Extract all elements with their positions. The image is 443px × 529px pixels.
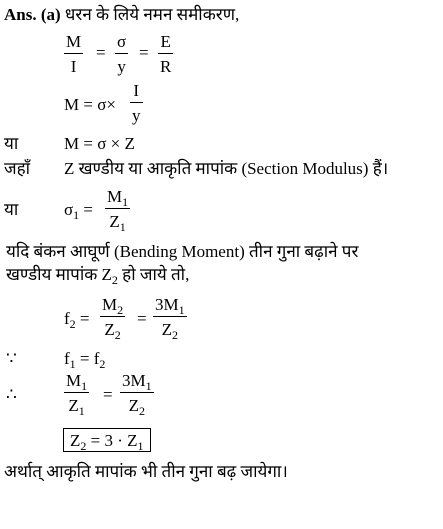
denominator-symbol: Z bbox=[161, 320, 172, 339]
denominator bbox=[107, 212, 127, 234]
conclusion-text: अर्थात् आकृति मापांक भी तीन गुना बढ़ जायेगा। bbox=[4, 462, 288, 481]
equation-f1-f2 bbox=[64, 349, 106, 371]
denominator-symbol: Z bbox=[109, 212, 120, 231]
result-rhs: = 3 · Z bbox=[86, 431, 138, 450]
equals-f: = f bbox=[75, 349, 100, 368]
equals-sign: = bbox=[79, 309, 90, 328]
subscript: 2 bbox=[172, 328, 178, 342]
denominator bbox=[127, 396, 147, 418]
numerator-symbol: M bbox=[66, 371, 82, 390]
f-symbol: f bbox=[64, 349, 70, 368]
fraction-bar bbox=[115, 53, 128, 54]
denominator-symbol: Z bbox=[104, 320, 115, 339]
sigma-symbol: σ bbox=[64, 200, 74, 219]
boxed-result bbox=[63, 428, 151, 452]
answer-heading bbox=[4, 6, 239, 23]
paragraph-line-2 bbox=[6, 263, 438, 286]
equals-sign: = bbox=[83, 200, 94, 219]
subscript: 2 bbox=[80, 439, 87, 453]
fraction-m1-over-z1 bbox=[105, 187, 130, 234]
fraction-bar bbox=[120, 392, 154, 393]
paragraph bbox=[6, 240, 438, 286]
equation-m-sigma-z: M = σ × Z bbox=[64, 134, 135, 153]
numerator: E bbox=[160, 32, 171, 51]
fraction-bar bbox=[158, 53, 173, 54]
denominator bbox=[102, 320, 122, 342]
fraction-m-over-i bbox=[64, 33, 83, 75]
fraction-m2-over-z2 bbox=[100, 295, 125, 342]
fraction-sigma-over-y bbox=[115, 33, 128, 75]
fraction-bar bbox=[64, 392, 89, 393]
fraction-3m1-over-z2 bbox=[153, 295, 187, 342]
numerator-symbol: 3M bbox=[155, 295, 179, 314]
fraction-3m1-over-z2 bbox=[120, 371, 154, 418]
subscript: 1 bbox=[145, 379, 152, 393]
numerator bbox=[100, 295, 125, 317]
definition-text: Z खण्डीय या आकृति मापांक (Section Modulus) हैं। bbox=[64, 159, 389, 178]
equals-sign: = bbox=[103, 385, 113, 404]
denominator bbox=[160, 320, 180, 342]
equation-moment-lhs: M = σ× bbox=[64, 95, 116, 114]
subscript: 1 bbox=[69, 357, 76, 371]
subscript: 1 bbox=[73, 208, 80, 222]
subscript: 1 bbox=[81, 379, 88, 393]
numerator-symbol: M bbox=[107, 187, 123, 206]
denominator bbox=[66, 396, 86, 418]
heading-text: धरन के लिये नमन समीकरण, bbox=[64, 5, 240, 24]
sigma-one bbox=[64, 200, 94, 222]
paragraph-text: हो जाये तो, bbox=[117, 265, 190, 284]
or-label: या bbox=[4, 134, 19, 153]
therefore-symbol: ∴ bbox=[6, 385, 17, 404]
subscript: 2 bbox=[111, 273, 118, 287]
subscript: 2 bbox=[69, 317, 76, 331]
fraction-bar bbox=[105, 208, 130, 209]
subscript: 1 bbox=[78, 404, 85, 418]
paragraph-text: खण्डीय मापांक Z bbox=[6, 265, 112, 284]
z-symbol: Z bbox=[70, 431, 81, 450]
subscript: 2 bbox=[139, 404, 145, 418]
subscript: 2 bbox=[117, 303, 124, 317]
denominator-symbol: Z bbox=[128, 396, 139, 415]
paragraph-line-1: यदि बंकन आघूर्ण (Bending Moment) तीन गुना बढ़ाने पर bbox=[6, 242, 359, 261]
denominator: I bbox=[70, 57, 77, 76]
fraction-bar bbox=[64, 53, 83, 54]
subscript: 2 bbox=[114, 328, 121, 342]
where-label: जहाँ bbox=[4, 159, 31, 178]
denominator-symbol: Z bbox=[68, 396, 79, 415]
fraction-bar bbox=[130, 102, 143, 103]
f-symbol: f bbox=[64, 309, 70, 328]
numerator: M bbox=[66, 32, 82, 51]
subscript: 1 bbox=[122, 195, 129, 209]
answer-label: Ans. (a) bbox=[4, 5, 61, 24]
subscript: 1 bbox=[137, 439, 144, 453]
or-label: या bbox=[4, 200, 19, 219]
denominator: R bbox=[160, 57, 172, 76]
f-two bbox=[64, 309, 90, 331]
numerator bbox=[153, 295, 187, 317]
subscript: 2 bbox=[99, 357, 106, 371]
because-symbol: ∵ bbox=[6, 349, 17, 368]
subscript: 1 bbox=[119, 220, 126, 234]
denominator: y bbox=[132, 106, 141, 125]
fraction-i-over-y bbox=[130, 82, 143, 124]
numerator: I bbox=[133, 81, 140, 100]
fraction-e-over-r bbox=[158, 33, 173, 75]
numerator bbox=[105, 187, 130, 209]
equals-sign: = bbox=[139, 43, 149, 62]
numerator bbox=[120, 371, 154, 393]
fraction-bar bbox=[100, 316, 125, 317]
denominator: y bbox=[117, 57, 126, 76]
numerator-symbol: M bbox=[102, 295, 118, 314]
numerator bbox=[64, 371, 89, 393]
numerator: σ bbox=[117, 32, 127, 51]
equals-sign: = bbox=[137, 309, 147, 328]
subscript: 1 bbox=[178, 303, 185, 317]
fraction-m1-over-z1 bbox=[64, 371, 89, 418]
fraction-bar bbox=[153, 316, 187, 317]
equals-sign: = bbox=[96, 43, 106, 62]
numerator-symbol: 3M bbox=[122, 371, 146, 390]
